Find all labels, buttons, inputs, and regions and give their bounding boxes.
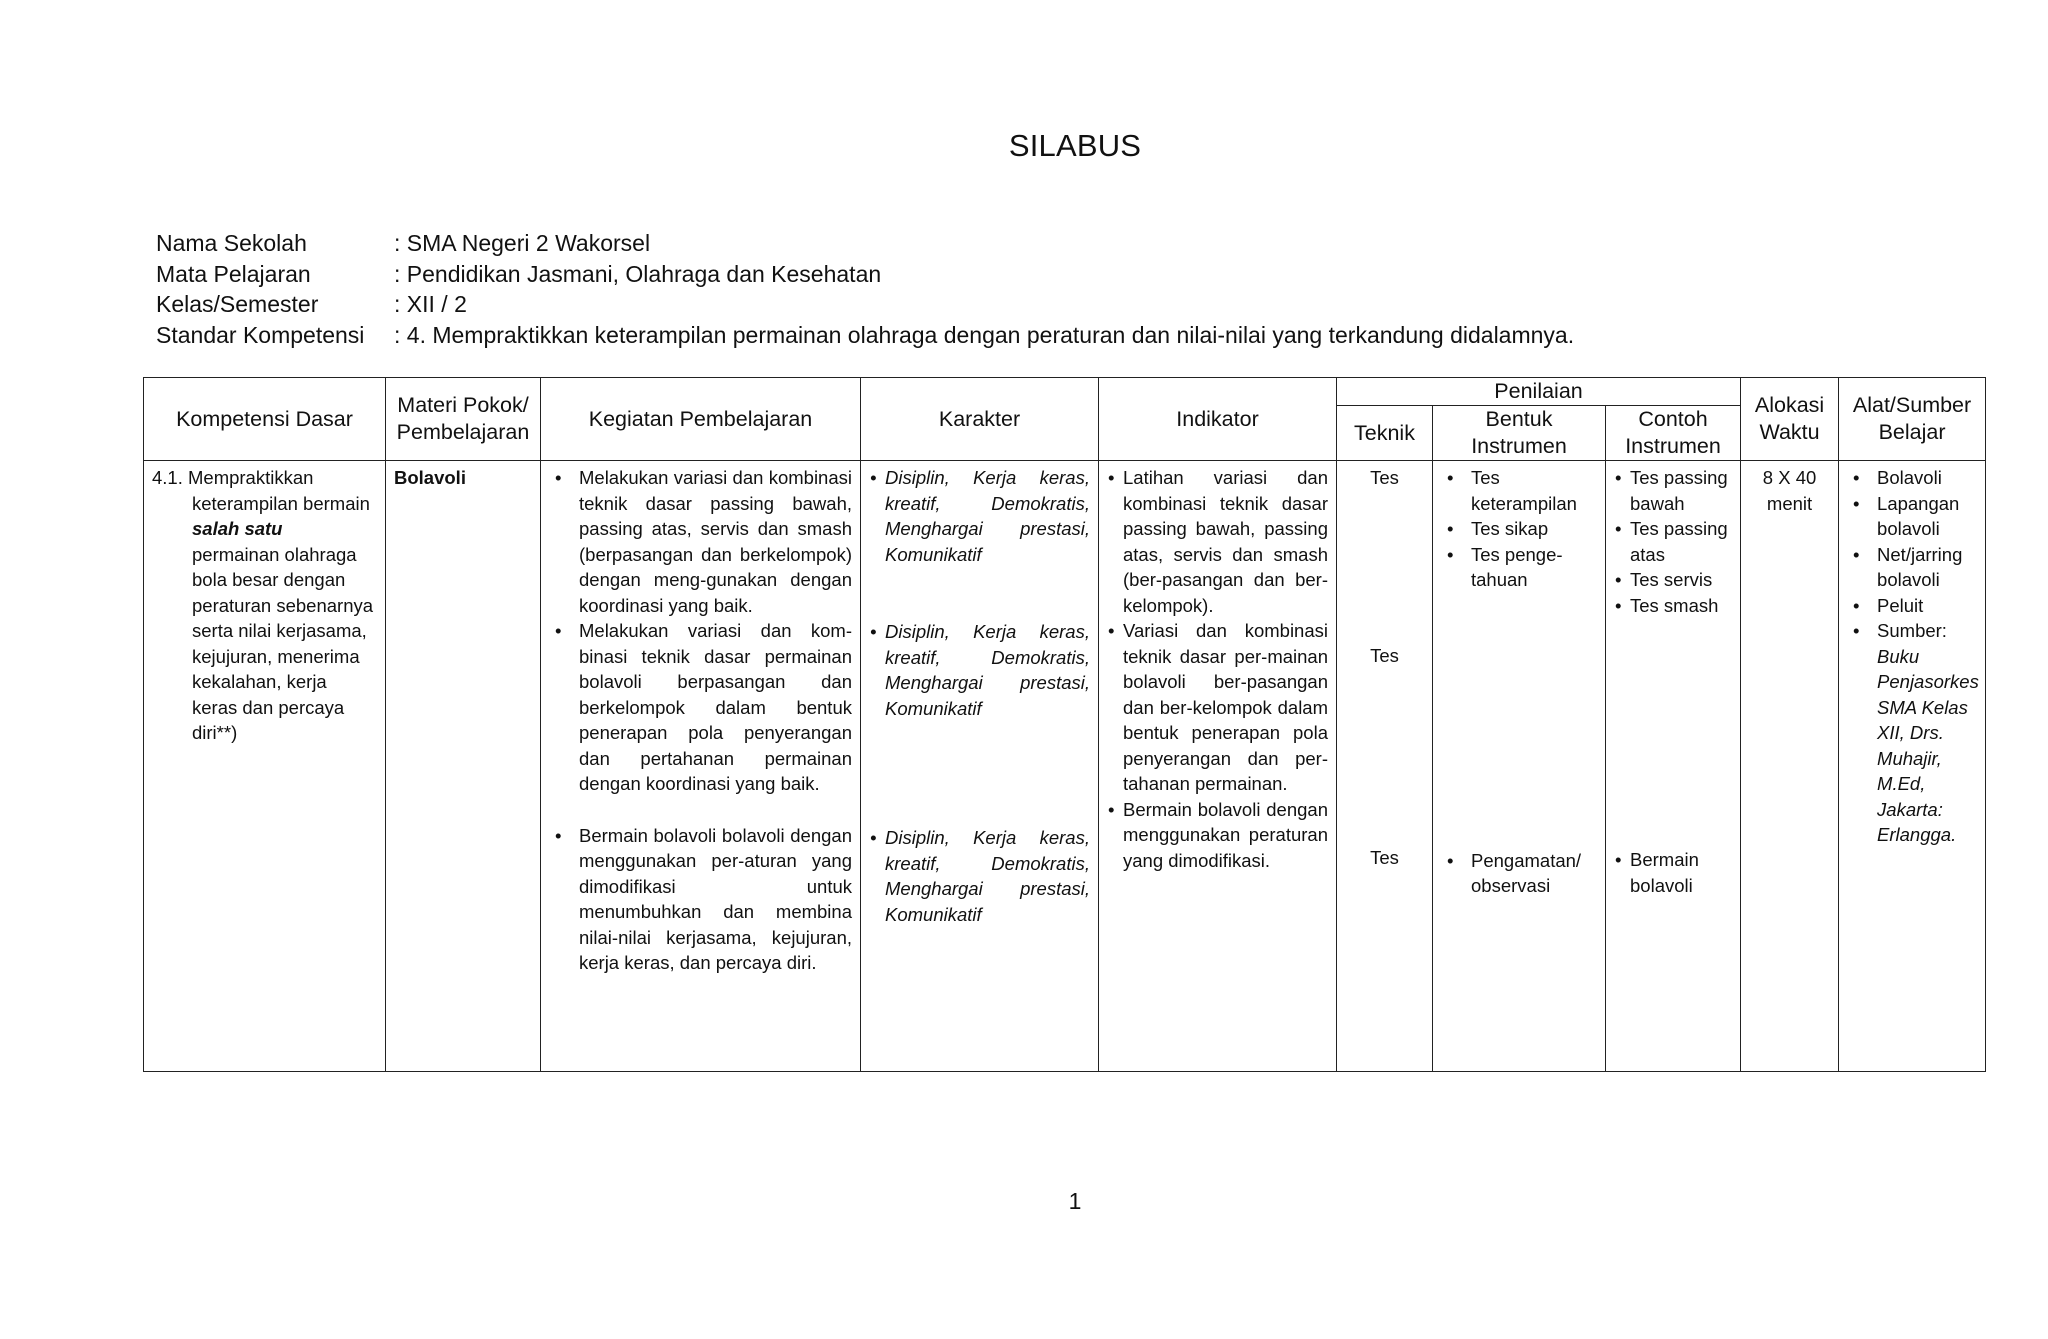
list-item: • Pengamatan/ observasi <box>1441 848 1597 899</box>
bentuk-list <box>1441 465 1597 899</box>
list-item: • Disiplin, Kerja keras, kreatif, Demokratis, Menghargai prestasi, Komunikatif <box>869 619 1090 721</box>
list-item: • Tes sikap <box>1441 516 1597 542</box>
list-item: • Bermain bolavoli dengan menggunakan peraturan yang dimodifikasi. <box>1107 797 1328 874</box>
syllabus-table <box>143 377 1986 1072</box>
info-row-school <box>156 228 1574 259</box>
header-row <box>144 378 1986 406</box>
list-item: • Net/jarring bolavoli <box>1847 542 1977 593</box>
list-item: • Disiplin, Kerja keras, kreatif, Demokratis, Menghargai prestasi, Komunikatif <box>869 465 1090 567</box>
header-indikator: Indikator <box>1099 378 1337 461</box>
karakter-list <box>869 465 1090 927</box>
header-materi: Materi Pokok/ Pembelajaran <box>386 378 541 461</box>
identity-block <box>156 228 1574 350</box>
header-teknik: Teknik <box>1337 406 1433 461</box>
info-row-standard <box>156 320 1574 351</box>
list-item: • Bermain bolavoli bolavoli dengan menggunakan per-aturan yang dimodifikasi untuk menumbuhkan dan membina nilai-nilai kerjasama, kejujuran, kerja keras, dan percaya diri. <box>549 823 852 976</box>
materi-cell: Bolavoli <box>386 461 541 1072</box>
indikator-list <box>1107 465 1328 873</box>
info-value: : XII / 2 <box>394 291 467 317</box>
kd-rest: permainan olahraga bola besar dengan peraturan sebenarnya serta nilai kerjasama, kejujuran, menerima kekalahan, kerja keras dan percaya diri**) <box>192 543 374 743</box>
header-kompetensi: Kompetensi Dasar <box>144 378 386 461</box>
list-item: • Peluit <box>1847 593 1977 619</box>
page-number: 1 <box>1068 1188 1082 1214</box>
list-item: • Tes keterampilan <box>1441 465 1597 516</box>
sumber-text: Buku Penjasorkes SMA Kelas XII, Drs. Muhajir, M.Ed, Jakarta: Erlangga. <box>1877 645 1979 845</box>
list-item: • Variasi dan kombinasi teknik dasar per-mainan bolavoli ber-pasangan dan ber-kelompok dalam bentuk penerapan pola penyerangan dan per-tahanan permainan. <box>1107 618 1328 797</box>
info-value: : SMA Negeri 2 Wakorsel <box>394 230 651 256</box>
header-penilaian: Penilaian <box>1337 378 1741 406</box>
teknik-value: Tes <box>1370 847 1399 868</box>
info-row-subject <box>156 259 1574 290</box>
kegiatan-list <box>549 465 852 976</box>
bentuk-cell <box>1433 461 1606 1072</box>
info-row-class <box>156 289 1574 320</box>
info-value: : Pendidikan Jasmani, Olahraga dan Kesehatan <box>394 260 882 287</box>
list-item: • Tes servis <box>1614 567 1732 593</box>
info-label: Kelas/Semester <box>156 291 319 317</box>
list-item: • Tes smash <box>1614 593 1732 619</box>
list-item: • Disiplin, Kerja keras, kreatif, Demokratis, Menghargai prestasi, Komunikatif <box>869 825 1090 927</box>
indikator-cell <box>1099 461 1337 1072</box>
header-karakter: Karakter <box>861 378 1099 461</box>
kegiatan-cell <box>541 461 861 1072</box>
header-contoh: Contoh Instrumen <box>1606 406 1741 461</box>
contoh-cell <box>1606 461 1741 1072</box>
kd-body <box>152 491 377 746</box>
karakter-cell <box>861 461 1099 1072</box>
kd-line: keterampilan bermain <box>192 492 370 514</box>
table-row <box>144 461 1986 1072</box>
list-item: • Lapangan bolavoli <box>1847 491 1977 542</box>
teknik-value: Tes <box>1370 467 1399 488</box>
list-item: • Bolavoli <box>1847 465 1977 491</box>
kd-emphasis: salah satu <box>192 518 283 539</box>
list-item: • Tes passing atas <box>1614 516 1732 567</box>
list-item: • Tes passing bawah <box>1614 465 1732 516</box>
teknik-cell <box>1337 461 1433 1072</box>
teknik-value: Tes <box>1370 644 1399 666</box>
list-item: • Tes penge-tahuan <box>1441 542 1597 593</box>
kd-number: 4.1. Mempraktikkan <box>152 467 314 488</box>
list-item: • Bermain bolavoli <box>1614 847 1732 898</box>
header-kegiatan: Kegiatan Pembelajaran <box>541 378 861 461</box>
info-label: Standar Kompetensi <box>156 321 365 348</box>
alat-cell <box>1839 461 1986 1072</box>
list-item: • Melakukan variasi dan kombinasi teknik dasar passing bawah, passing atas, servis dan smash (berpasangan dan berkelompok) dengan meng-gunakan dengan koordinasi yang baik. <box>549 465 852 618</box>
page-title: SILABUS <box>1008 128 1142 163</box>
list-item: • Latihan variasi dan kombinasi teknik dasar passing bawah, passing atas, servis dan smash (ber-pasangan dan ber-kelompok). <box>1107 465 1328 618</box>
contoh-list <box>1614 465 1732 898</box>
header-alat: Alat/Sumber Belajar <box>1839 378 1986 461</box>
info-label: Nama Sekolah <box>156 230 307 256</box>
info-value: : 4. Mempraktikkan keterampilan permainan olahraga dengan peraturan dan nilai-nilai yang terkandung didalamnya. <box>394 321 1575 348</box>
header-alokasi: Alokasi Waktu <box>1741 378 1839 461</box>
alokasi-cell: 8 X 40 menit <box>1741 461 1839 1072</box>
info-label: Mata Pelajaran <box>156 260 311 287</box>
list-item: • Sumber: <box>1847 618 1977 644</box>
alat-list <box>1847 465 1977 644</box>
list-item: • Melakukan variasi dan kom-binasi teknik dasar permainan bolavoli berpasangan dan berkelompok dalam bentuk penerapan pola penyerangan dan pertahanan permainan dengan koordinasi yang baik. <box>549 618 852 797</box>
kompetensi-cell <box>144 461 386 1072</box>
header-bentuk: Bentuk Instrumen <box>1433 406 1606 461</box>
